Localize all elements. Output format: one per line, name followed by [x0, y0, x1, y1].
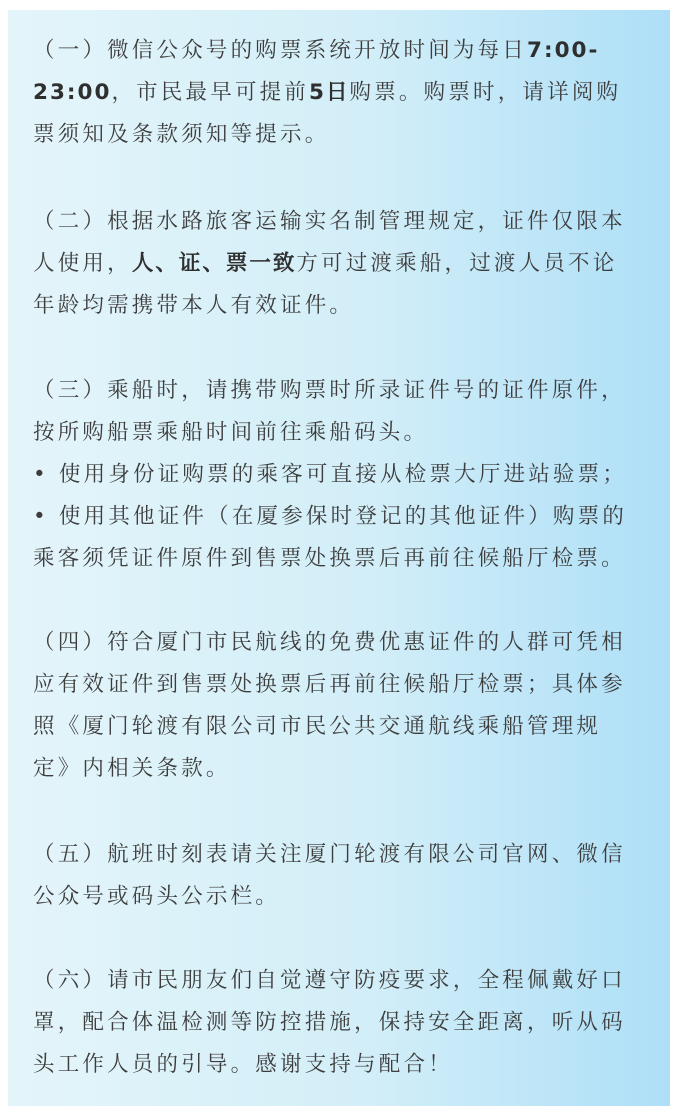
text-line: （六）请市民朋友们自觉遵守防疫要求，全程佩戴好口	[33, 968, 626, 993]
text-line: （五）航班时刻表请关注厦门轮渡有限公司官网、微信	[33, 842, 626, 867]
section-4	[33, 622, 653, 790]
text-line: 年龄均需携带本人有效证件。	[33, 293, 355, 318]
notice-panel	[8, 10, 670, 1106]
emphasis-text: 23:00	[33, 80, 112, 105]
text-line: （四）符合厦门市民航线的免费优惠证件的人群可凭相	[33, 630, 626, 655]
text-line: • 使用身份证购票的乘客可直接从检票大厅进站验票；	[33, 462, 628, 487]
text-line: 头工作人员的引导。感谢支持与配合！	[33, 1052, 453, 1077]
text-line: 定》内相关条款。	[33, 756, 231, 781]
text-line: （一）微信公众号的购票系统开放时间为每日7:00-	[33, 38, 600, 63]
section-3	[33, 370, 653, 580]
text-line: 罩，配合体温检测等防控措施，保持安全距离，听从码	[33, 1010, 626, 1035]
emphasis-text: 5日	[309, 80, 350, 105]
text-line: 人使用，人、证、票一致方可过渡乘船，过渡人员不论	[33, 251, 618, 276]
section-5	[33, 834, 653, 918]
emphasis-text: 7:00-	[527, 38, 600, 63]
text-line: 票须知及条款须知等提示。	[33, 122, 330, 147]
section-6	[33, 960, 653, 1086]
text-line: • 使用其他证件（在厦参保时登记的其他证件）购票的	[33, 504, 628, 529]
text-line: 应有效证件到售票处换票后再前往候船厅检票；具体参	[33, 672, 626, 697]
text-line: 23:00，市民最早可提前5日购票。购票时，请详阅购	[33, 80, 622, 105]
section-2	[33, 201, 653, 327]
text-line: （二）根据水路旅客运输实名制管理规定，证件仅限本	[33, 209, 626, 234]
text-line: 乘客须凭证件原件到售票处换票后再前往候船厅检票。	[33, 546, 626, 571]
text-line: 按所购船票乘船时间前往乘船码头。	[33, 420, 429, 445]
section-1	[33, 30, 653, 156]
emphasis-text: 人、证、票一致	[131, 251, 297, 276]
text-line: 照《厦门轮渡有限公司市民公共交通航线乘船管理规	[33, 714, 602, 739]
text-line: （三）乘船时，请携带购票时所录证件号的证件原件，	[33, 378, 626, 403]
text-line: 公众号或码头公示栏。	[33, 884, 281, 909]
